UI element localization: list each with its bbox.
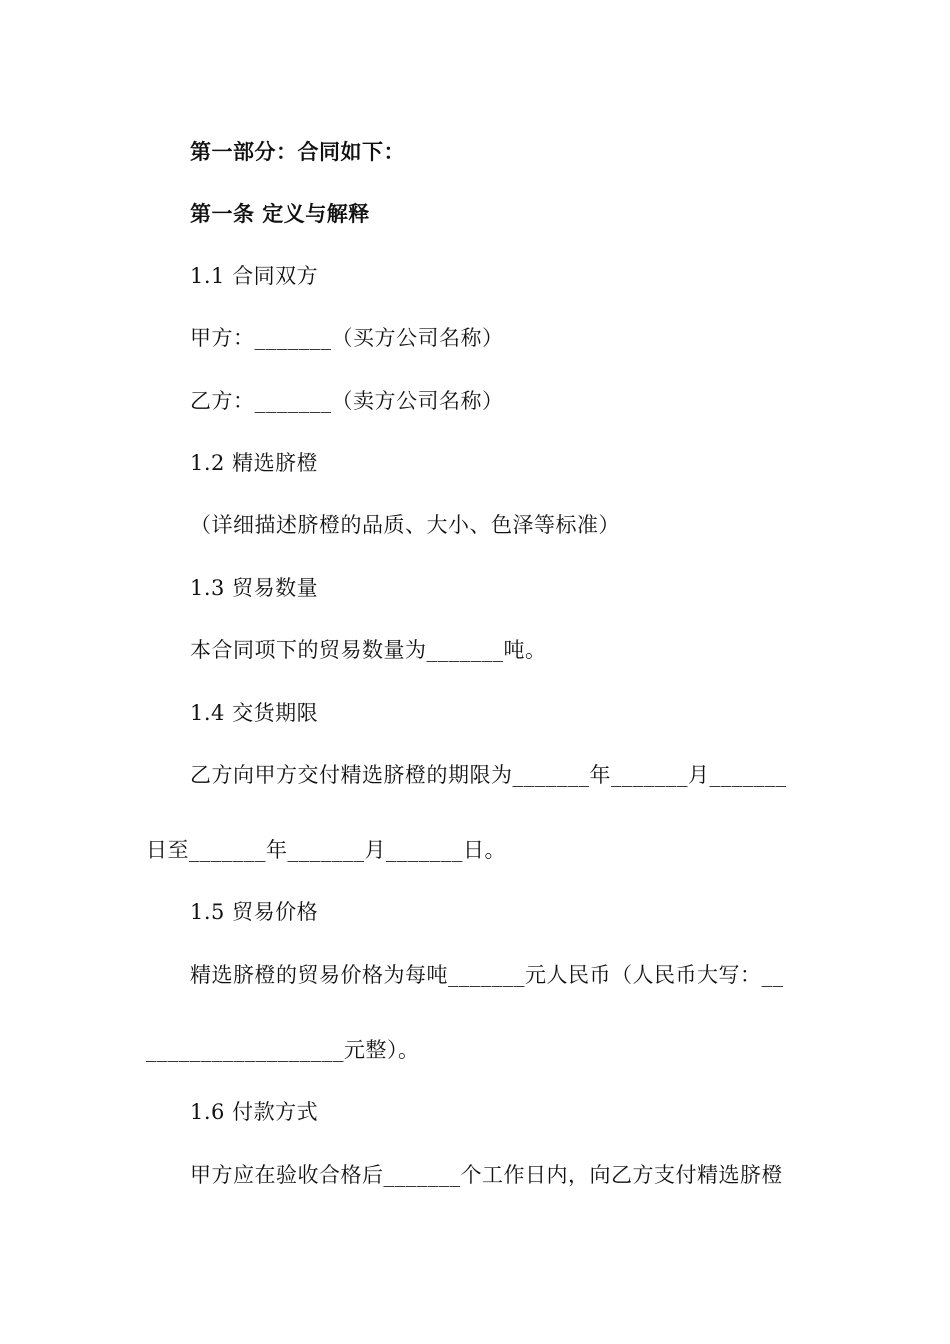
section-1-5-title: 1.5 贸易价格	[190, 900, 319, 924]
section-1-2-title: 1.2 精选脐橙	[190, 451, 319, 475]
section-1-5-body-line2: __________________元整）。	[146, 1038, 420, 1062]
section-1-3-body: 本合同项下的贸易数量为_______吨。	[190, 638, 547, 662]
section-1-2-body: （详细描述脐橙的品质、大小、色泽等标准）	[190, 513, 620, 537]
part-heading: 第一部分：合同如下：	[190, 140, 405, 164]
section-1-6-title: 1.6 付款方式	[190, 1100, 319, 1124]
party-a-line: 甲方：_______（买方公司名称）	[190, 326, 504, 350]
section-1-4-title: 1.4 交货期限	[190, 701, 319, 725]
section-1-6-body-line1: 甲方应在验收合格后_______个工作日内，向乙方支付精选脐橙	[190, 1163, 783, 1187]
section-1-5-body-line1: 精选脐橙的贸易价格为每吨_______元人民币（人民币大写：__	[190, 963, 784, 987]
party-b-line: 乙方：_______（卖方公司名称）	[190, 389, 504, 413]
article-heading: 第一条 定义与解释	[190, 202, 370, 226]
section-1-4-body-line1: 乙方向甲方交付精选脐橙的期限为_______年_______月_______	[190, 763, 787, 787]
section-1-1-title: 1.1 合同双方	[190, 264, 319, 288]
section-1-4-body-line2: 日至_______年_______月_______日。	[146, 838, 506, 862]
section-1-3-title: 1.3 贸易数量	[190, 576, 319, 600]
